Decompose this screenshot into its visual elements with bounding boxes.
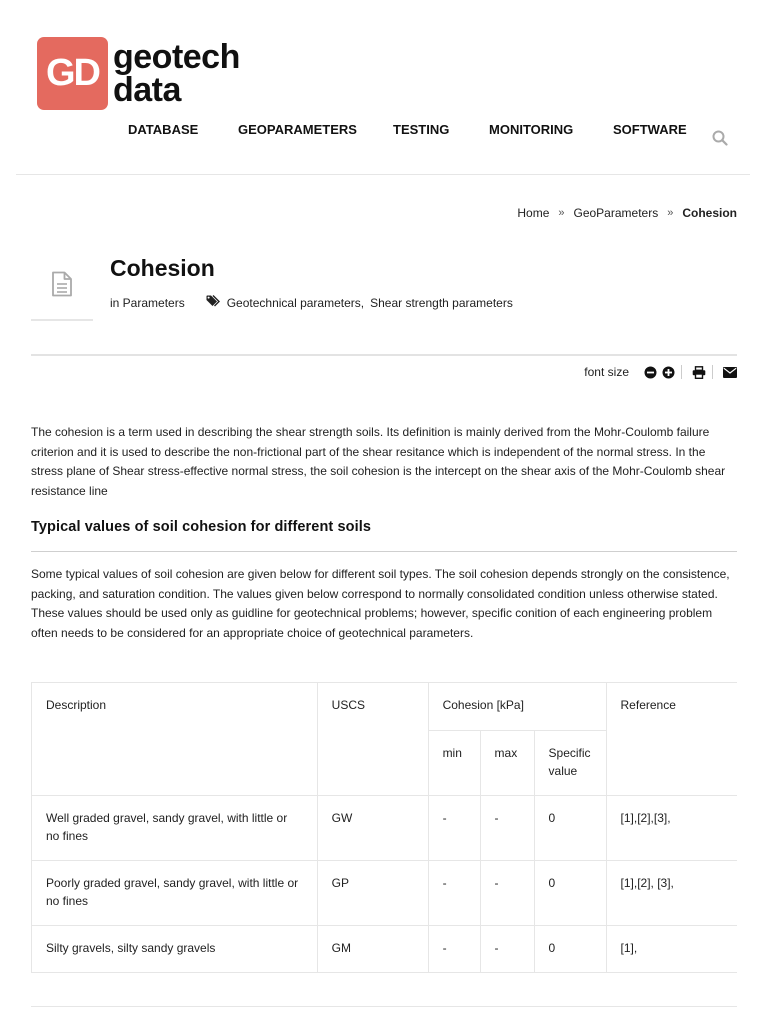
cell-uscs: GP xyxy=(317,861,428,926)
cell-min: - xyxy=(428,926,480,973)
column-header-description: Description xyxy=(32,683,318,796)
tags-icon xyxy=(206,295,221,310)
cell-description: Well graded gravel, sandy gravel, with little or no fines xyxy=(32,796,318,861)
breadcrumb xyxy=(517,206,737,220)
nav-item-testing[interactable]: TESTING xyxy=(393,121,450,137)
cell-reference[interactable]: [1],[2],[3], xyxy=(606,796,737,861)
document-icon xyxy=(31,249,93,321)
tag-geotechnical-parameters[interactable]: Geotechnical parameters, xyxy=(226,295,365,310)
cell-description: Poorly graded gravel, sandy gravel, with little or no fines xyxy=(32,861,318,926)
section-paragraph: Some typical values of soil cohesion are given below for different soil types. The soil cohesion depends strongly on the consistence, packing, and saturation condition. The values given below correspond to normally consolidated condition unless otherwise stated. These values should be used only as guidline for geotechnical problems; however, specific conition of each engineering problem often needs to be considered for an appropriate choice of geotechnical parameters. xyxy=(31,567,730,640)
cell-uscs: GW xyxy=(317,796,428,861)
font-decrease-icon[interactable] xyxy=(643,365,657,379)
breadcrumb-current: Cohesion xyxy=(682,206,737,220)
column-header-reference: Reference xyxy=(606,683,737,796)
font-size-label: font size xyxy=(584,365,629,379)
font-increase-icon[interactable] xyxy=(661,365,675,379)
column-header-uscs: USCS xyxy=(317,683,428,796)
article-tools xyxy=(584,365,737,379)
table-header-row xyxy=(32,683,738,731)
article-category[interactable]: in Parameters xyxy=(110,295,185,310)
table-row xyxy=(32,796,738,861)
cell-specific: 0 xyxy=(534,926,606,973)
tools-separator xyxy=(712,365,713,379)
section-divider xyxy=(31,551,737,552)
cell-reference[interactable]: [1], xyxy=(606,926,737,973)
column-header-min: min xyxy=(428,731,480,796)
cell-reference[interactable]: [1],[2], [3], xyxy=(606,861,737,926)
table-row xyxy=(32,861,738,926)
cell-min: - xyxy=(428,861,480,926)
breadcrumb-home[interactable]: Home xyxy=(517,206,550,220)
email-icon[interactable] xyxy=(723,365,737,379)
cell-specific: 0 xyxy=(534,796,606,861)
nav-item-database[interactable]: DATABASE xyxy=(128,121,199,137)
section-heading: Typical values of soil cohesion for different soils xyxy=(31,519,372,535)
breadcrumb-separator: » xyxy=(558,207,565,219)
cell-min: - xyxy=(428,796,480,861)
print-icon[interactable] xyxy=(692,365,706,379)
tools-separator xyxy=(681,365,682,379)
article-divider xyxy=(31,354,737,356)
column-header-max: max xyxy=(480,731,534,796)
header-divider xyxy=(16,174,750,175)
cell-max: - xyxy=(480,926,534,973)
footer-divider xyxy=(31,1006,737,1007)
logo-line-2: data xyxy=(113,70,181,109)
nav-item-software[interactable]: SOFTWARE xyxy=(613,121,687,137)
cell-description: Silty gravels, silty sandy gravels xyxy=(32,926,318,973)
cell-uscs: GM xyxy=(317,926,428,973)
column-header-cohesion: Cohesion [kPa] xyxy=(428,683,606,731)
article-meta xyxy=(110,295,513,310)
search-icon[interactable] xyxy=(712,130,728,146)
page-title: Cohesion xyxy=(110,255,215,281)
tag-shear-strength-parameters[interactable]: Shear strength parameters xyxy=(370,295,513,310)
nav-item-monitoring[interactable]: MONITORING xyxy=(489,121,574,137)
breadcrumb-separator: » xyxy=(667,207,674,219)
logo-line-1: geotech xyxy=(113,37,240,76)
site-logo[interactable] xyxy=(37,37,240,110)
nav-item-geoparameters[interactable]: GEOPARAMETERS xyxy=(238,121,357,137)
cell-max: - xyxy=(480,796,534,861)
intro-paragraph: The cohesion is a term used in describing the shear strength soils. Its definition is mainly derived from the Mohr-Coulomb failure criterion and it is used to describe the non-frictional part of the shear resitance which is independent of the normal stress. In the stress plane of Shear stress-effective normal stress, the soil cohesion is the intercept on the shear axis of the Mohr-Coulomb shear resistance line xyxy=(31,425,726,498)
cell-max: - xyxy=(480,861,534,926)
cohesion-table xyxy=(31,682,737,973)
table-row xyxy=(32,926,738,973)
logo-mark: GD xyxy=(37,37,108,110)
column-header-specific-value: Specific value xyxy=(534,731,606,796)
cell-specific: 0 xyxy=(534,861,606,926)
breadcrumb-geoparameters[interactable]: GeoParameters xyxy=(573,206,659,220)
logo-wordmark xyxy=(113,37,240,109)
